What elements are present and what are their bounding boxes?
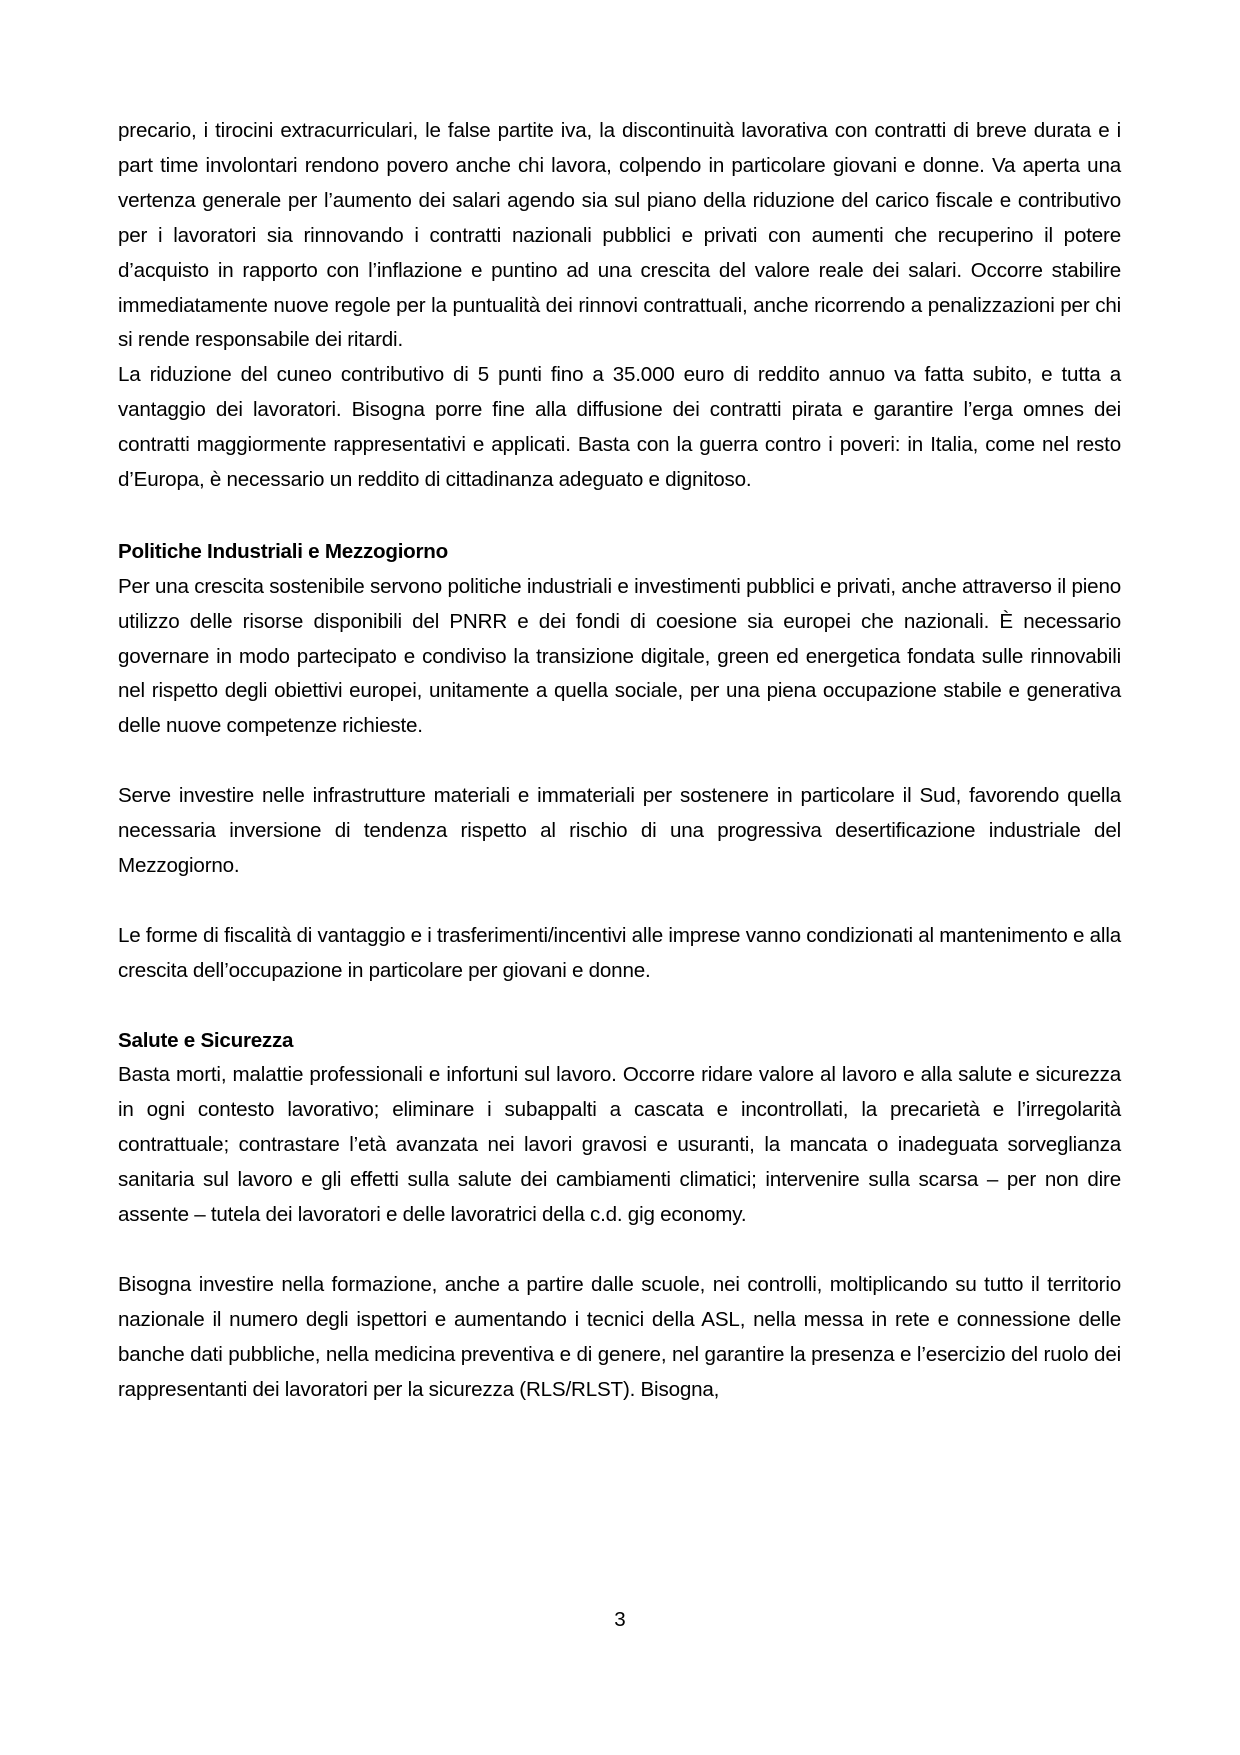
paragraph-infrastrutture: Serve investire nelle infrastrutture materiali e immateriali per sostenere in particolare il Sud, favorendo quella necessaria inversione di tendenza rispetto al rischio di una progressiva desertificazione industriale del Mezzogiorno. [118, 784, 1121, 877]
paragraph-basta-morti: Basta morti, malattie professionali e infortuni sul lavoro. Occorre ridare valore al lavoro e alla salute e sicurezza in ogni contesto lavorativo; eliminare i subappalti a cascata e incontrollati, la precarietà e l’irregolarità contrattuale; contrastare l’età avanzata nei lavori gravosi e usuranti, la mancata o inadeguata sorveglianza sanitaria sul lavoro e gli effetti sulla salute dei cambiamenti climatici; intervenire sulla scarsa – per non dire assente – tutela dei lavoratori e delle lavoratrici della c.d. gig economy. [118, 1063, 1121, 1227]
paragraph-salari: precario, i tirocini extracurriculari, le false partite iva, la discontinuità lavorativa con contratti di breve durata e i part time involontari rendono povero anche chi lavora, colpendo in particolare giovani e donne. Va aperta una vertenza generale per l’aumento dei salari agendo sia sul piano della riduzione del carico fiscale e contributivo per i lavoratori sia rinnovando i contratti nazionali pubblici e privati con aumenti che recuperino il potere d’acquisto in rapporto con l’inflazione e puntino ad una crescita del valore reale dei salari. Occorre stabilire immediatamente nuove regole per la puntualità dei rinnovi contrattuali, anche ricorrendo a penalizzazioni per chi si rende responsabile dei ritardi. [118, 119, 1121, 352]
page-number: 3 [614, 1608, 626, 1631]
document-body [118, 114, 1121, 1407]
paragraph-cuneo-contributivo: La riduzione del cuneo contributivo di 5 punti fino a 35.000 euro di reddito annuo va fatta subito, e tutta a vantaggio dei lavoratori. Bisogna porre fine alla diffusione dei contratti pirata e garantire l’erga omnes dei contratti maggiormente rappresentativi e applicati. Basta con la guerra contro i poveri: in Italia, come nel resto d’Europa, è necessario un reddito di cittadinanza adeguato e dignitoso. [118, 363, 1121, 492]
section-heading-politiche-industriali: Politiche Industriali e Mezzogiorno [118, 539, 448, 563]
paragraph-fiscalita: Le forme di fiscalità di vantaggio e i trasferimenti/incentivi alle imprese vanno condizionati al mantenimento e alla crescita dell’occupazione in particolare per giovani e donne. [118, 923, 1121, 982]
paragraph-spacer [118, 989, 1121, 1024]
paragraph-crescita-sostenibile: Per una crescita sostenibile servono politiche industriali e investimenti pubblici e privati, anche attraverso il pieno utilizzo delle risorse disponibili del PNRR e dei fondi di coesione sia europei che nazionali. È necessario governare in modo partecipato e condiviso la transizione digitale, green ed energetica fondata sulle rinnovabili nel rispetto degli obiettivi europei, unitamente a quella sociale, per una piena occupazione stabile e generativa delle nuove competenze richieste. [118, 574, 1121, 738]
section-heading-salute-sicurezza: Salute e Sicurezza [118, 1028, 294, 1052]
paragraph-spacer [118, 744, 1121, 779]
paragraph-formazione: Bisogna investire nella formazione, anche a partire dalle scuole, nei controlli, moltiplicando su tutto il territorio nazionale il numero degli ispettori e aumentando i tecnici della ASL, nella messa in rete e connessione delle banche dati pubbliche, nella medicina preventiva e di genere, nel garantire la presenza e l’esercizio del ruolo dei rappresentanti dei lavoratori per la sicurezza (RLS/RLST). Bisogna, [118, 1272, 1121, 1401]
paragraph-spacer [118, 498, 1121, 533]
paragraph-spacer [118, 884, 1121, 919]
paragraph-spacer [118, 1233, 1121, 1268]
